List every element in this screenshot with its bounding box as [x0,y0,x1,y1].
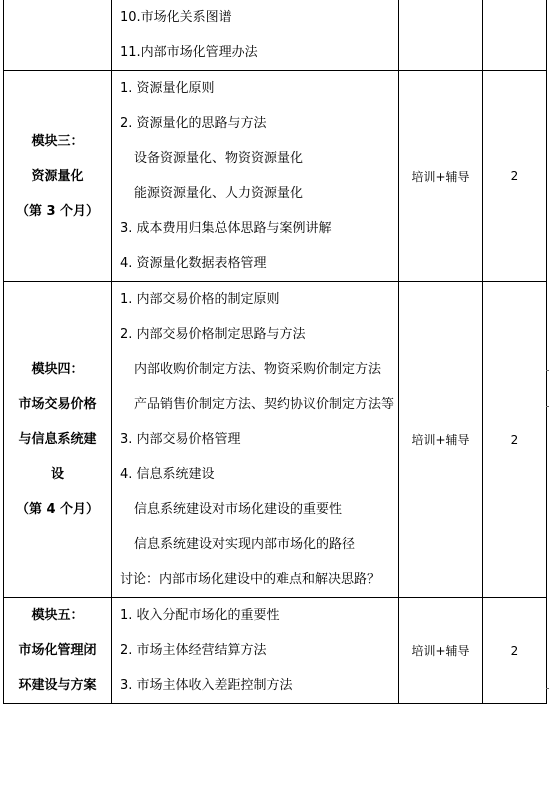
content-line: 1. 资源量化原则 [120,81,215,96]
content-cell [112,598,399,704]
content-line: 4. 信息系统建设 [120,467,215,482]
module-title-line: 资源量化 [31,168,84,184]
content-line: 10.市场化关系图谱 [120,10,232,25]
content-cell [112,0,399,71]
content-line: 讨论：内部市场化建设中的难点和解决思路？ [120,572,381,587]
delivery-type-cell: 培训+辅导 [399,71,483,282]
content-line: 3. 成本费用归集总体思路与案例讲解 [120,221,332,236]
table-row [4,598,547,704]
table-row [4,282,547,598]
table-body [4,0,547,704]
module-title-line: 设 [50,467,64,482]
content-line: 内部收购价制定方法、物资采购价制定方法 [134,362,382,377]
content-line: 信息系统建设对市场化建设的重要性 [134,502,343,517]
delivery-type-cell: 培训+辅导 [399,598,483,704]
content-line: 3. 市场主体收入差距控制方法 [120,678,293,693]
content-line: 2. 资源量化的思路与方法 [120,116,267,131]
content-line: 设备资源量化、物资资源量化 [134,151,304,166]
module-title-line: 市场化管理闭 [18,643,97,658]
delivery-type-cell [399,0,483,71]
content-line: 3. 内部交易价格管理 [120,432,241,447]
session-count-cell: 2 [483,598,547,704]
content-line: 11.内部市场化管理办法 [120,45,258,60]
module-title-line: （第 3 个月） [15,203,100,219]
module-title-line: 市场交易价格 [18,397,97,412]
session-count-cell [483,0,547,71]
module-title-line: 模块五： [31,608,84,623]
session-count-cell: 2 [483,282,547,598]
table-row [4,0,547,71]
content-cell [112,71,399,282]
delivery-type-cell: 培训+辅导 [399,282,483,598]
module-cell [4,0,112,71]
content-line: 能源资源量化、人力资源量化 [134,186,304,201]
content-line: 产品销售价制定方法、契约协议价制定方法等 [134,397,395,412]
module-cell [4,282,112,598]
content-line: 信息系统建设对实现内部市场化的路径 [134,537,356,552]
content-line: 2. 市场主体经营结算方法 [120,643,267,658]
content-line: 2. 内部交易价格制定思路与方法 [120,327,306,342]
content-line: 1. 内部交易价格的制定原则 [120,292,280,307]
module-cell [4,598,112,704]
module-cell [4,71,112,282]
content-line: 1. 收入分配市场化的重要性 [120,608,280,623]
training-schedule-table [3,0,547,704]
session-count-cell: 2 [483,71,547,282]
module-title-line: 与信息系统建 [18,432,97,447]
module-title-line: 模块三： [31,133,84,149]
module-title-line: （第 4 个月） [15,502,100,517]
module-title-line: 环建设与方案 [18,678,97,693]
module-title-line: 模块四： [31,362,84,377]
table-row [4,71,547,282]
content-line: 4. 资源量化数据表格管理 [120,256,267,271]
content-cell [112,282,399,598]
